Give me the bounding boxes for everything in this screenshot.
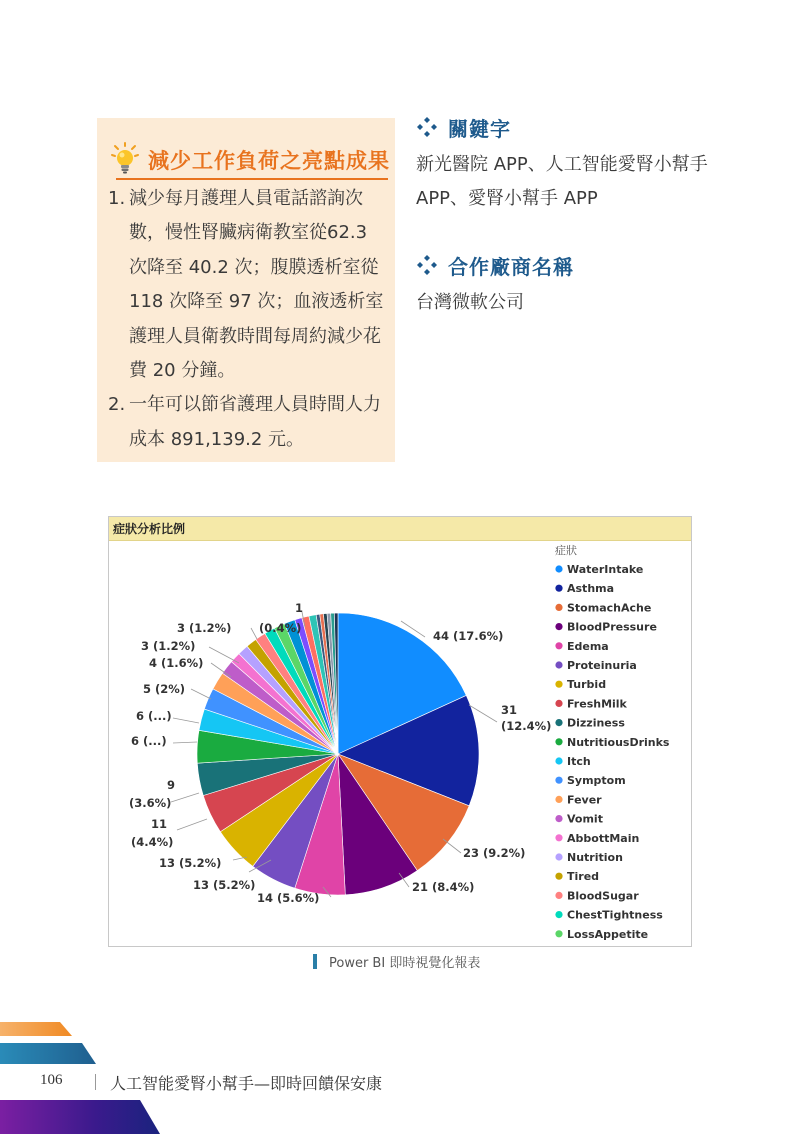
legend-item[interactable]: ChestTightness	[567, 908, 663, 922]
legend-marker	[555, 777, 562, 784]
data-label: 23 (9.2%)	[463, 846, 526, 860]
vendor-heading	[416, 250, 716, 280]
legend-item[interactable]: BloodPressure	[567, 620, 657, 634]
pie-chart-frame	[108, 516, 692, 947]
list-item-number: 1.	[108, 188, 126, 209]
list-item-number: 2.	[108, 394, 126, 416]
data-label: 6 (...)	[131, 734, 167, 748]
data-label: (4.4%)	[131, 835, 174, 849]
four-diamonds-icon	[416, 116, 438, 138]
legend-item[interactable]: Vomit	[567, 812, 603, 826]
data-label: 3 (1.2%)	[141, 639, 196, 653]
legend-item[interactable]: Turbid	[567, 678, 607, 692]
legend-marker	[555, 815, 562, 822]
leader-line	[191, 689, 211, 699]
four-diamonds-icon	[416, 254, 438, 276]
legend-marker	[555, 892, 562, 899]
legend-item[interactable]: Fever	[567, 793, 602, 807]
data-label: 3 (1.2%)	[177, 621, 232, 635]
footer-title: 人工智能愛腎小幫手—即時回饋保安康	[110, 1074, 383, 1093]
legend-item[interactable]: Symptom	[567, 774, 626, 788]
legend-item[interactable]: Nutrition	[567, 851, 623, 864]
chart-caption	[313, 952, 480, 970]
data-label: 11	[151, 817, 168, 831]
legend-item[interactable]: Tired	[567, 870, 600, 884]
vendor-section	[416, 250, 716, 320]
data-label: (0.4%)	[259, 621, 302, 635]
data-label: 6 (...)	[136, 709, 172, 723]
legend-item[interactable]: Itch	[567, 755, 591, 768]
legend-item[interactable]: Dizziness	[567, 716, 625, 730]
legend-marker	[555, 661, 562, 668]
data-label: 13 (5.2%)	[159, 856, 222, 870]
data-label: 13 (5.2%)	[193, 878, 256, 892]
chart-title: 症狀分析比例	[113, 522, 186, 536]
leader-line	[209, 647, 239, 663]
highlight-list	[108, 182, 390, 457]
lightbulb-icon	[110, 142, 146, 178]
caption-text: Power BI 即時視覺化報表	[329, 955, 481, 971]
legend-title: 症狀	[555, 544, 577, 557]
legend-marker	[555, 585, 562, 592]
legend-item[interactable]: BloodSugar	[567, 889, 639, 903]
legend-marker	[555, 738, 562, 745]
data-label: (3.6%)	[129, 796, 172, 810]
data-label: 4 (1.6%)	[149, 656, 204, 670]
footer-separator	[95, 1074, 96, 1090]
legend-item[interactable]: Edema	[567, 639, 609, 653]
keywords-body: 新光醫院 APP、人工智能愛腎小幫手 APP、愛腎小幫手 APP	[416, 154, 708, 209]
vendor-title: 合作廠商名稱	[448, 254, 574, 279]
legend-marker	[555, 834, 562, 841]
legend-marker	[555, 719, 562, 726]
list-item	[108, 182, 390, 388]
list-item	[108, 388, 390, 457]
data-label: 31	[501, 703, 518, 717]
legend-marker	[555, 565, 562, 572]
legend-marker	[555, 873, 562, 880]
legend-marker	[555, 853, 562, 860]
vendor-body: 台灣微軟公司	[416, 292, 524, 313]
legend-marker	[555, 796, 562, 803]
legend-item[interactable]: AbbottMain	[567, 831, 640, 845]
legend-item[interactable]: LossAppetite	[567, 927, 649, 941]
leader-line	[173, 718, 199, 723]
highlight-title-underline	[116, 178, 388, 180]
data-label: 44 (17.6%)	[433, 629, 504, 643]
data-label: 9	[167, 778, 176, 792]
data-label: 1	[295, 601, 304, 615]
leader-line	[443, 839, 461, 853]
legend-marker	[555, 681, 562, 688]
caption-marker	[313, 954, 317, 969]
legend-marker	[555, 911, 562, 918]
legend-item[interactable]: StomachAche	[567, 601, 652, 615]
leader-line	[251, 628, 257, 639]
highlight-title-row	[110, 140, 390, 180]
legend-item[interactable]: FreshMilk	[567, 697, 627, 711]
legend-item[interactable]: Proteinuria	[567, 659, 637, 672]
data-label: 21 (8.4%)	[412, 880, 475, 894]
keywords-title: 關鍵字	[448, 116, 511, 141]
page-number: 106	[40, 1072, 63, 1088]
legend-item[interactable]: NutritiousDrinks	[567, 735, 670, 749]
list-item-text: 減少每月護理人員電話諮詢次數，慢性腎臟病衛教室從62.3 次降至 40.2 次；腹膜透析室從 118 次降至 97 次；血液透析室護理人員衛教時間每周約減少花費 20 分鐘。	[129, 188, 384, 382]
pie-chart	[109, 517, 693, 948]
highlight-title: 減少工作負荷之亮點成果	[148, 149, 390, 173]
legend-marker	[555, 757, 562, 764]
legend-marker	[555, 642, 562, 649]
keywords-section	[416, 112, 716, 216]
legend-marker	[555, 930, 562, 937]
leader-line	[177, 819, 207, 830]
keywords-heading	[416, 112, 716, 142]
data-label: 14 (5.6%)	[257, 891, 320, 905]
legend-item[interactable]: Asthma	[567, 582, 615, 596]
leader-line	[171, 793, 199, 802]
legend-item[interactable]: WaterIntake	[567, 563, 644, 576]
data-label: 5 (2%)	[143, 682, 186, 696]
data-label: (12.4%)	[501, 719, 552, 733]
list-item-text: 一年可以節省護理人員時間人力成本 891,139.2 元。	[129, 394, 381, 450]
legend-marker	[555, 700, 562, 707]
legend-marker	[555, 604, 562, 611]
legend-marker	[555, 623, 562, 630]
leader-line	[173, 742, 197, 743]
